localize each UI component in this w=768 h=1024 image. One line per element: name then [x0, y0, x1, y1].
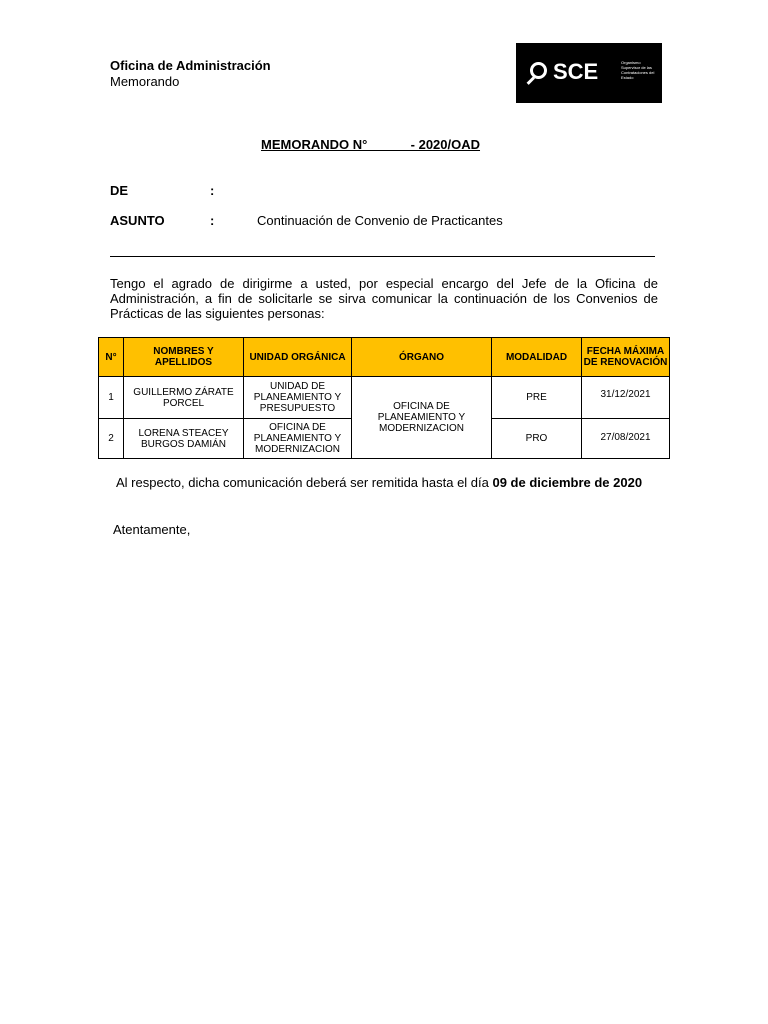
de-colon: :	[210, 183, 215, 198]
header-organo: ÓRGANO	[352, 338, 492, 377]
header-fecha: FECHA MÁXIMA DE RENOVACIÓN	[582, 338, 670, 377]
cell-fecha: 27/08/2021	[582, 419, 670, 459]
header-num: N°	[99, 338, 124, 377]
cell-modalidad: PRE	[492, 377, 582, 419]
table-row	[99, 377, 670, 419]
divider	[110, 256, 655, 257]
table-header-row	[99, 338, 670, 377]
cell-name: LORENA STEACEY BURGOS DAMIÁN	[124, 419, 244, 459]
cell-num: 1	[99, 377, 124, 419]
osce-logo	[516, 43, 662, 103]
de-label: DE	[110, 183, 129, 198]
closing-paragraph	[116, 475, 664, 491]
cell-fecha: 31/12/2021	[582, 377, 670, 419]
practicantes-table	[98, 337, 670, 459]
memo-title: MEMORANDO N° - 2020/OAD	[261, 137, 481, 152]
asunto-value: Continuación de Convenio de Practicantes	[257, 213, 503, 228]
logo-text: SCE	[553, 59, 599, 84]
cell-unidad: OFICINA DE PLANEAMIENTO Y MODERNIZACION	[244, 419, 352, 459]
asunto-colon: :	[210, 213, 215, 228]
magnifier-handle	[527, 76, 535, 84]
document-type: Memorando	[110, 74, 180, 89]
logo-subtext: Organismo Supervisor de las Contrataciones del Estado	[621, 60, 655, 80]
header-modalidad: MODALIDAD	[492, 338, 582, 377]
deadline-date: 09 de diciembre de 2020	[492, 475, 643, 490]
office-name: Oficina de Administración	[110, 58, 271, 73]
cell-name: GUILLERMO ZÁRATE PORCEL	[124, 377, 244, 419]
intro-paragraph: Tengo el agrado de dirigirme a usted, por especial encargo del Jefe de la Oficina de Administración, a fin de solicitarle se sirva comunicar la continuación de los Convenios de Prácticas de las siguientes personas:	[110, 276, 658, 321]
closing-text: Al respecto, dicha comunicación deberá ser remitida hasta el día	[116, 475, 493, 490]
cell-unidad: UNIDAD DE PLANEAMIENTO Y PRESUPUESTO	[244, 377, 352, 419]
header-unidad: UNIDAD ORGÁNICA	[244, 338, 352, 377]
cell-modalidad: PRO	[492, 419, 582, 459]
cell-num: 2	[99, 419, 124, 459]
cell-organo: OFICINA DE PLANEAMIENTO Y MODERNIZACION	[352, 377, 492, 459]
signoff: Atentamente,	[113, 522, 191, 537]
header-nombres: NOMBRES Y APELLIDOS	[124, 338, 244, 377]
asunto-label: ASUNTO	[110, 213, 165, 228]
